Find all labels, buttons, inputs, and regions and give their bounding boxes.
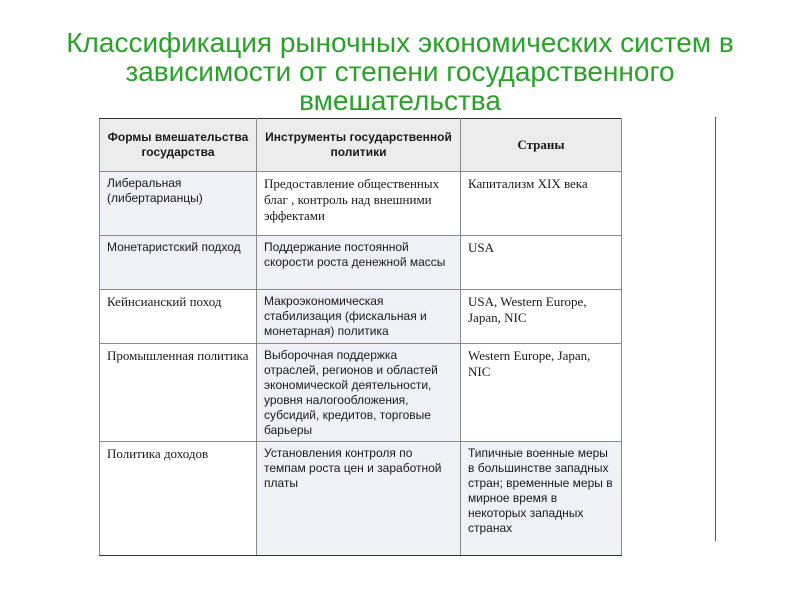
cell-countries: Western Europe, Japan, NIC: [461, 344, 622, 442]
table-row: [100, 236, 622, 290]
cell-tools: Предоставление общественных благ , контроль над внешними эффектами: [257, 172, 461, 236]
table-row: [100, 290, 622, 344]
cell-tools: Поддержание постоянной скорости роста денежной массы: [257, 236, 461, 290]
header-forms: Формы вмешательства государства: [100, 119, 257, 172]
header-countries: Страны: [461, 119, 622, 172]
cell-countries: Капитализм XIX века: [461, 172, 622, 236]
cell-countries: Типичные военные меры в большинстве западных стран; временные меры в мирное время в некоторых западных странах: [461, 442, 622, 556]
cell-tools: Выборочная поддержка отраслей, регионов и областей экономической деятельности, уровня налогообложения, субсидий, кредитов, торговые барьеры: [257, 344, 461, 442]
slide-title: Классификация рыночных экономических систем в зависимости от степени государственного вмешательства: [66, 27, 734, 116]
vertical-divider: [715, 117, 716, 541]
table-row: [100, 344, 622, 442]
cell-countries: USA: [461, 236, 622, 290]
cell-form: Политика доходов: [100, 442, 257, 556]
cell-form: Либеральная (либертарианцы): [100, 172, 257, 236]
cell-form: Кейнсианский поход: [100, 290, 257, 344]
header-tools: Инструменты государственной политики: [257, 119, 461, 172]
table-row: [100, 172, 622, 236]
cell-form: Монетаристский подход: [100, 236, 257, 290]
classification-table: [99, 118, 622, 556]
table-row: [100, 442, 622, 556]
cell-form: Промышленная политика: [100, 344, 257, 442]
cell-tools: Установления контроля по темпам роста цен и заработной платы: [257, 442, 461, 556]
cell-tools: Макроэкономическая стабилизация (фискальная и монетарная) политика: [257, 290, 461, 344]
cell-countries: USA, Western Europe, Japan, NIC: [461, 290, 622, 344]
table-header-row: [100, 119, 622, 172]
